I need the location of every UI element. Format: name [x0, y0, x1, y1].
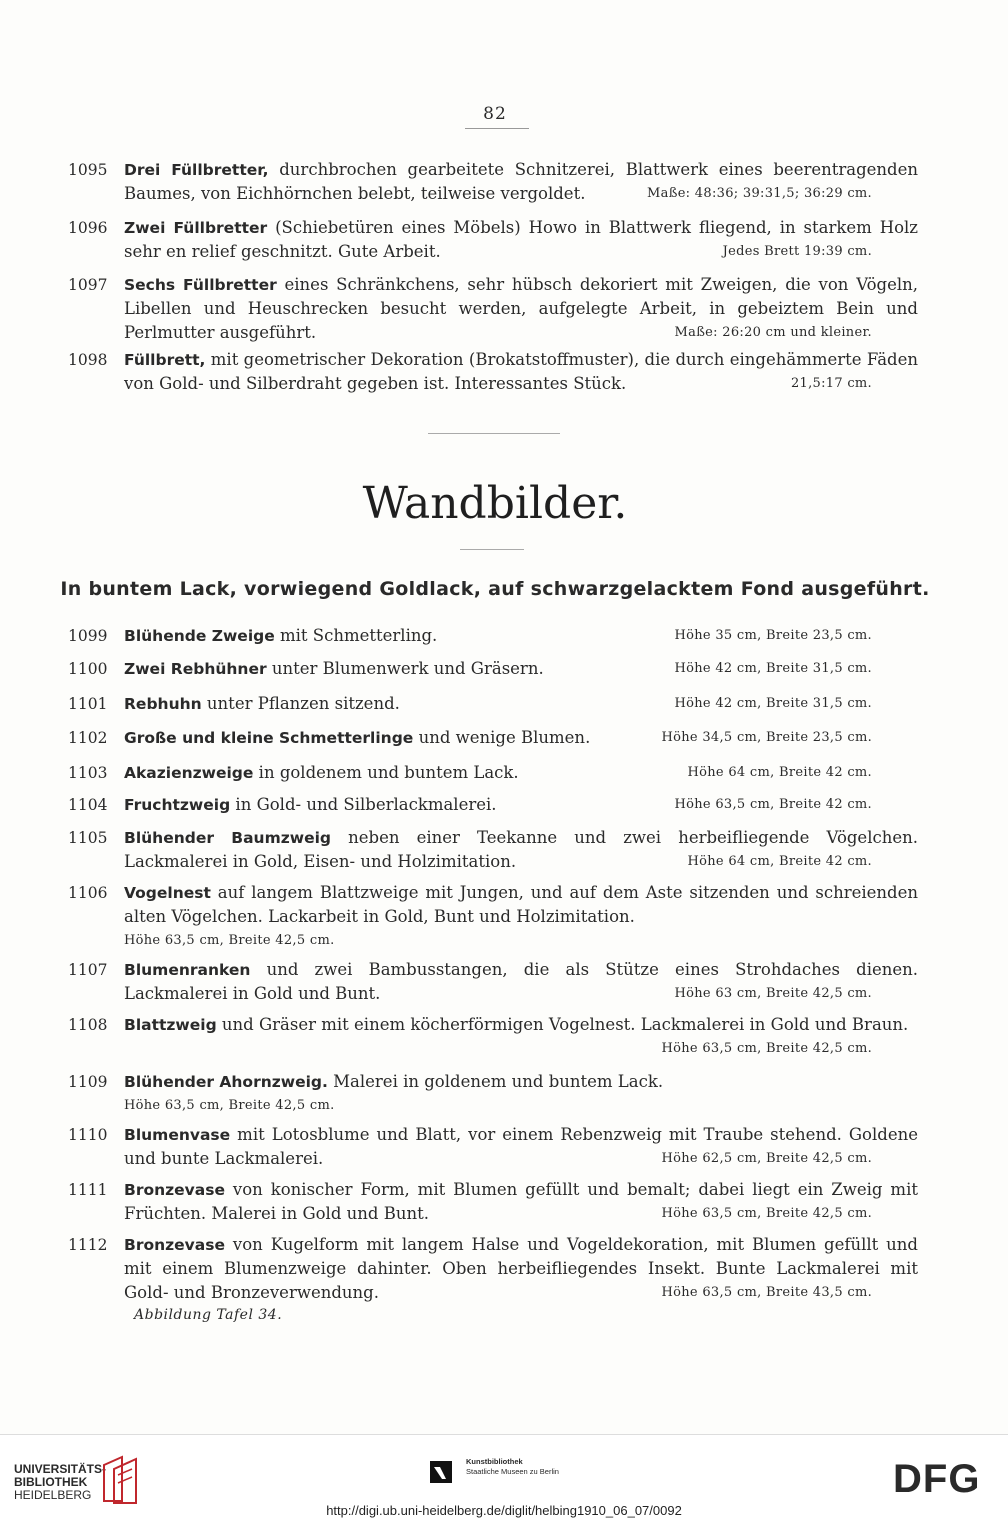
entry-number: 1097 [68, 276, 108, 294]
uni-line2: BIBLIOTHEK [14, 1475, 88, 1489]
entry-measurements: Höhe 42 cm, Breite 31,5 cm. [674, 661, 872, 676]
entry-measurements: Maße: 48:36; 39:31,5; 36:29 cm. [647, 186, 872, 201]
entry-title: Akazienzweige [124, 764, 254, 782]
entry-measurements: Maße: 26:20 cm und kleiner. [674, 325, 872, 340]
kb-logo-icon [430, 1461, 452, 1483]
entry-measurements: Jedes Brett 19:39 cm. [722, 244, 872, 259]
catalog-entry [68, 761, 918, 785]
entry-text: Malerei in goldenem und buntem Lack. [327, 1072, 664, 1091]
entry-measurements: Höhe 63,5 cm, Breite 43,5 cm. [661, 1285, 872, 1300]
catalog-entry [68, 793, 918, 817]
entry-number: 1106 [68, 884, 108, 902]
catalog-entry [68, 348, 918, 396]
entry-text: mit Lotosblume und Blatt, vor einem Rebenzweig mit Traube stehend. Goldene und bunte Lackmalerei. [124, 1125, 918, 1168]
entry-text: eines Schränkchens, sehr hübsch dekoriert mit Zweigen, die von Vögeln, Libellen und Heuschrecken besucht werden, aufgelegte Arbeit, in gebeiztem Bein und Perlmutter ausgeführt. [124, 275, 919, 342]
entry-number: 1104 [68, 796, 108, 814]
entry-number: 1100 [68, 660, 108, 678]
entry-measurements: Höhe 34,5 cm, Breite 23,5 cm. [661, 730, 872, 745]
entry-title: Bronzevase [124, 1236, 225, 1254]
entry-measurements: Höhe 64 cm, Breite 42 cm. [687, 854, 872, 869]
entry-measurements: Höhe 63,5 cm, Breite 42,5 cm. [124, 1098, 335, 1113]
entry-title: Rebhuhn [124, 695, 202, 713]
entry-measurements: 21,5:17 cm. [790, 376, 872, 391]
catalog-entry [68, 1178, 918, 1226]
dfg-logo[interactable]: DFG [893, 1457, 981, 1501]
entry-text: in goldenem und buntem Lack. [253, 763, 519, 782]
entry-title: Blühende Zweige [124, 627, 275, 645]
entry-title: Drei Füllbretter, [124, 161, 269, 179]
entry-text: mit geometrischer Dekoration (Brokatstoffmuster), die durch eingehämmerte Fäden von Gold- und Silberdraht gegeben ist. Interessantes Stück. [124, 350, 918, 393]
entry-text: durchbrochen gearbeitete Schnitzerei, Blattwerk eines beerentragenden Baumes, von Eichhörnchen belebt, teilweise vergoldet. [124, 160, 919, 203]
entry-text: auf langem Blattzweige mit Jungen, und auf dem Aste sitzenden und schreienden alten Vögelchen. Lackarbeit in Gold, Bunt und Holzimitation. [124, 883, 918, 926]
entry-text: unter Blumenwerk und Gräsern. [266, 659, 544, 678]
entry-number: 1108 [68, 1016, 108, 1034]
entry-number: 1107 [68, 961, 108, 979]
entry-measurements: Höhe 63,5 cm, Breite 42,5 cm. [661, 1041, 872, 1056]
page-url[interactable]: http://digi.ub.uni-heidelberg.de/diglit/helbing1910_06_07/0092 [326, 1503, 682, 1518]
catalog-entry [68, 726, 918, 750]
entry-title: Fruchtzweig [124, 796, 231, 814]
entry-text: und wenige Blumen. [413, 728, 591, 747]
entry-number: 1099 [68, 627, 108, 645]
entry-measurements: Höhe 63,5 cm, Breite 42,5 cm. [124, 933, 335, 948]
catalog-entry [68, 958, 918, 1006]
section-divider [428, 433, 560, 434]
entry-title: Blühender Ahornzweig. [124, 1073, 328, 1091]
entry-text: und zwei Bambusstangen, die als Stütze eines Strohdaches dienen. Lackmalerei in Gold und Bunt. [124, 960, 918, 1003]
kb-line2: Staatliche Museen zu Berlin [466, 1467, 559, 1476]
entry-title: Große und kleine Schmetterlinge [124, 729, 414, 747]
entry-title: Sechs Füllbretter [124, 276, 277, 294]
section-subheading: In buntem Lack, vorwiegend Goldlack, auf schwarzgelacktem Fond ausgeführt. [60, 578, 930, 600]
entry-title: Blühender Baumzweig [124, 829, 331, 847]
entry-text: in Gold- und Silberlackmalerei. [230, 795, 497, 814]
plate-reference: Abbildung Tafel 34. [134, 1307, 283, 1323]
entry-title: Zwei Füllbretter [124, 219, 268, 237]
catalog-entry [68, 1070, 918, 1118]
entry-number: 1105 [68, 829, 108, 847]
entry-text: (Schiebetüren eines Möbels) Howo in Blattwerk fliegend, in starkem Holz sehr en relief geschnitzt. Gute Arbeit. [124, 218, 918, 261]
entry-number: 1101 [68, 695, 108, 713]
entry-text: und Gräser mit einem köcherförmigen Vogelnest. Lackmalerei in Gold und Braun. [216, 1015, 909, 1034]
catalog-entry [68, 1123, 918, 1171]
entry-title: Füllbrett, [124, 351, 206, 369]
entry-text: von konischer Form, mit Blumen gefüllt und bemalt; dabei liegt ein Zweig mit Früchten. Malerei in Gold und Bunt. [124, 1180, 918, 1223]
catalog-entry [68, 826, 918, 874]
entry-text: unter Pflanzen sitzend. [201, 694, 400, 713]
entry-measurements: Höhe 63,5 cm, Breite 42 cm. [674, 797, 872, 812]
entry-title: Vogelnest [124, 884, 211, 902]
uni-line1: UNIVERSITÄTS- [14, 1462, 107, 1476]
entry-measurements: Höhe 35 cm, Breite 23,5 cm. [674, 628, 872, 643]
entry-text: mit Schmetterling. [274, 626, 438, 645]
catalog-entry [68, 692, 918, 716]
entry-number: 1102 [68, 729, 108, 747]
footer-bar [0, 1434, 1008, 1521]
catalog-entry [68, 216, 918, 264]
uni-line3: HEIDELBERG [14, 1488, 92, 1502]
entry-title: Blumenvase [124, 1126, 231, 1144]
kb-line1: Kunstbibliothek [466, 1457, 523, 1466]
catalog-entry [68, 1013, 918, 1061]
entry-number: 1110 [68, 1126, 108, 1144]
entry-number: 1111 [68, 1181, 108, 1199]
entry-title: Blumenranken [124, 961, 251, 979]
entry-measurements: Höhe 63 cm, Breite 42,5 cm. [674, 986, 872, 1001]
entry-title: Bronzevase [124, 1181, 225, 1199]
entry-measurements: Höhe 62,5 cm, Breite 42,5 cm. [661, 1151, 872, 1166]
catalog-entry [68, 657, 918, 681]
entry-number: 1096 [68, 219, 108, 237]
university-library-logo[interactable] [14, 1463, 106, 1502]
entry-text: von Kugelform mit langem Halse und Vogeldekoration, mit Blumen gefüllt und mit einem Blumenzweige dahinter. Oben herbeifliegendes Insekt. Bunte Lackmalerei mit Gold- und Bronzeverwendung. [124, 1235, 918, 1302]
page-number: 82 [483, 104, 507, 124]
entry-number: 1112 [68, 1236, 108, 1254]
entry-number: 1098 [68, 351, 108, 369]
entry-measurements: Höhe 42 cm, Breite 31,5 cm. [674, 696, 872, 711]
entry-title: Zwei Rebhühner [124, 660, 267, 678]
catalog-entry [68, 881, 918, 953]
entry-measurements: Höhe 64 cm, Breite 42 cm. [687, 765, 872, 780]
entry-measurements: Höhe 63,5 cm, Breite 42,5 cm. [661, 1206, 872, 1221]
catalog-entry [68, 624, 918, 648]
page-number-rule [465, 128, 529, 129]
heading-rule [460, 549, 524, 550]
entry-number: 1103 [68, 764, 108, 782]
entry-number: 1109 [68, 1073, 108, 1091]
catalog-entry [68, 1233, 918, 1325]
entry-title: Blattzweig [124, 1016, 217, 1034]
entry-text: neben einer Teekanne und zwei herbeifliegende Vögelchen. Lackmalerei in Gold, Eisen- und Holzimitation. [124, 828, 918, 871]
section-heading: Wandbilder. [362, 478, 628, 529]
catalog-entry [68, 273, 918, 345]
entry-number: 1095 [68, 161, 108, 179]
catalog-entry [68, 158, 918, 206]
uni-logo-icon [100, 1455, 140, 1505]
